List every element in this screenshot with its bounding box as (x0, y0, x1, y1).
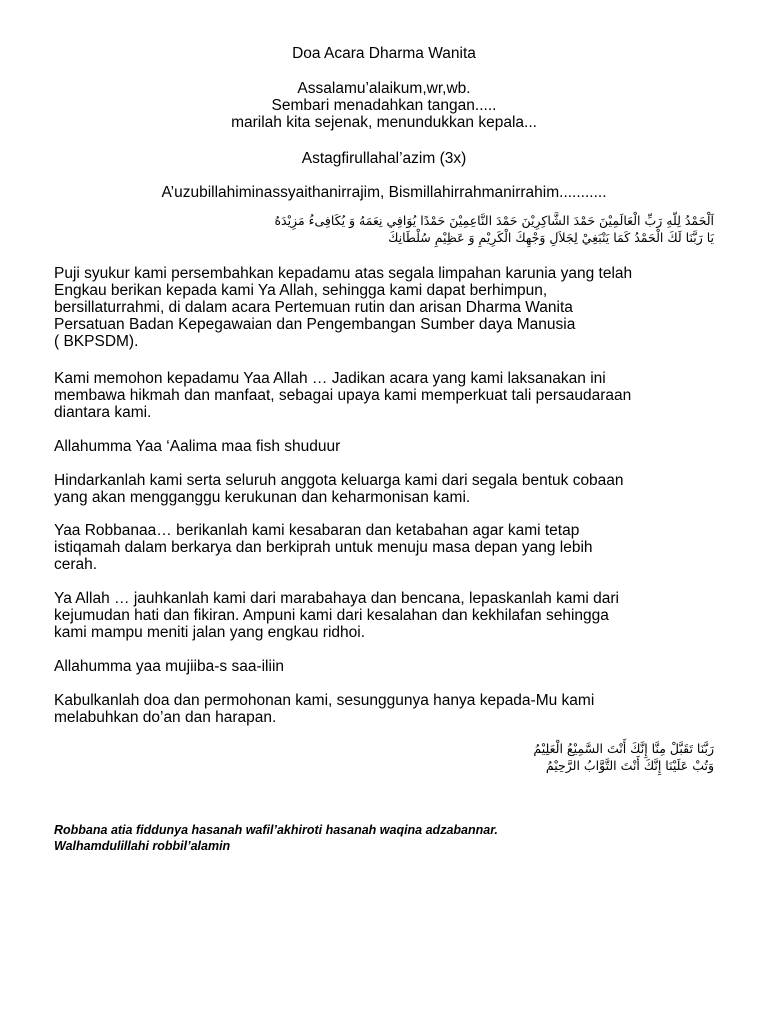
paragraph-line: kami mampu meniti jalan yang engkau ridhoi. (54, 624, 366, 641)
basmalah-line: A’uzubillahiminassyaithanirrajim, Bismillahirrahmanirrahim........... (161, 184, 607, 201)
paragraph-patience (54, 522, 724, 573)
paragraph-line: bersillaturrahmi, di dalam acara Pertemuan rutin dan arisan Dharma Wanita (54, 299, 573, 316)
paragraph-gratitude (54, 265, 724, 350)
paragraph-line: Engkau berikan kepada kami Ya Allah, sehingga kami dapat berhimpun, (54, 282, 548, 299)
paragraph-invocation-2 (54, 658, 724, 675)
arabic-closing-prayer (533, 740, 714, 774)
paragraph-line: kejumudan hati dan fikiran. Ampuni kami dari kesalahan dan kekhilafan sehingga (54, 607, 609, 624)
greeting-line: Sembari menadahkan tangan..... (271, 97, 497, 114)
paragraph-line: Ya Allah … jauhkanlah kami dari marabahaya dan bencana, lepaskanlah kami dari (54, 590, 619, 607)
paragraph-line: istiqamah dalam berkarya dan berkiprah untuk menuju masa depan yang lebih (54, 539, 593, 556)
closing-prayer (54, 822, 734, 854)
paragraph-invocation-1 (54, 438, 724, 455)
arabic-line: اَلْحَمْدُ لِلّهِ رَبِّ الْعَالَمِيْنَ حَمْدَ الشَّاكِرِيْنَ حَمْدَ النَّاعِمِيْنَ حَمْدًا يُوَافِي نِعَمَهُ وَ يُكَافِىءُ مَزِيْدَهُ (274, 213, 714, 228)
closing-line: Robbana atia fiddunya hasanah wafil’akhiroti hasanah waqina adzabannar. (54, 823, 498, 837)
paragraph-line: Kami memohon kepadamu Yaa Allah … Jadikan acara yang kami laksanakan ini (54, 370, 606, 387)
arabic-line: رَبَّنَا تَقَبَّلْ مِنَّا إِنَّكَ أَنْتَ السَّمِيْعُ الْعَلِيْمُ (533, 741, 714, 756)
arabic-line: وَتُبْ عَلَيْنَا إِنَّكَ أَنْتَ التَّوَّابُ الرَّحِيْمُ (545, 758, 714, 773)
paragraph-line: yang akan mengganggu kerukunan dan keharmonisan kami. (54, 489, 471, 506)
basmalah-block (0, 184, 768, 201)
paragraph-line: ( BKPSDM). (54, 333, 139, 350)
paragraph-line: Allahumma yaa mujiiba-s saa-iliin (54, 658, 285, 675)
arabic-opening-prayer (274, 212, 714, 246)
istighfar-block (0, 150, 768, 167)
paragraph-line: diantara kami. (54, 404, 152, 421)
istighfar-line: Astagfirullahal’azim (3x) (301, 150, 467, 167)
document-title: Doa Acara Dharma Wanita (292, 45, 476, 62)
paragraph-line: Persatuan Badan Kepegawaian dan Pengembangan Sumber daya Manusia (54, 316, 576, 333)
paragraph-forgiveness (54, 590, 724, 641)
paragraph-protection (54, 472, 724, 506)
paragraph-line: cerah. (54, 556, 98, 573)
greeting-block (0, 80, 768, 131)
paragraph-line: membawa hikmah dan manfaat, sebagai upaya kami memperkuat tali persaudaraan (54, 387, 632, 404)
paragraph-line: Allahumma Yaa ‘Aalima maa fish shuduur (54, 438, 341, 455)
arabic-line: يَا رَبَّنَا لَكَ الْحَمْدُ كَمَا يَنْبَغِيْ لِجَلاَلِ وَجْهِكَ الْكَرِيْمِ وَ عَظِيْمِ سُلْطَانِكَ (388, 230, 714, 245)
greeting-line: Assalamu’alaikum,wr,wb. (297, 80, 471, 97)
document-title-block (0, 45, 768, 62)
paragraph-line: melabuhkan do’an dan harapan. (54, 709, 277, 726)
paragraph-line: Kabulkanlah doa dan permohonan kami, sesunggunya hanya kepada-Mu kami (54, 692, 595, 709)
closing-line: Walhamdulillahi robbil’alamin (54, 839, 231, 853)
paragraph-line: Hindarkanlah kami serta seluruh anggota keluarga kami dari segala bentuk cobaan (54, 472, 624, 489)
paragraph-line: Yaa Robbanaa… berikanlah kami kesabaran dan ketabahan agar kami tetap (54, 522, 580, 539)
paragraph-line: Puji syukur kami persembahkan kepadamu atas segala limpahan karunia yang telah (54, 265, 633, 282)
paragraph-acceptance (54, 692, 724, 726)
greeting-line: marilah kita sejenak, menundukkan kepala... (231, 114, 537, 131)
paragraph-request (54, 370, 724, 421)
